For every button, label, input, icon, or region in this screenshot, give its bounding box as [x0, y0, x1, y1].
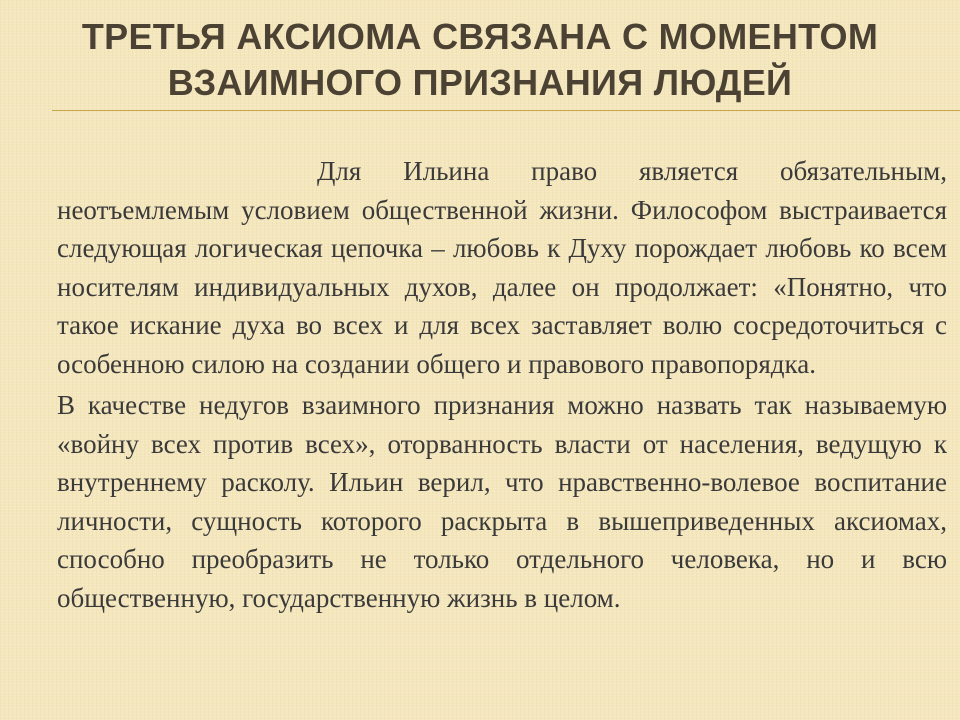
body-paragraph-1: Для Ильина право является обязательным, неотъемлемым условием общественной жизни. Философом выстраивается следующая логическая цепочка – любовь к Духу порождает любовь ко всем носителям индивидуальных духов, далее он продолжает: «Понятно, что такое искание духа во всех и для всех заставляет волю сосредоточиться с особенною силою на создании общего и правового правопорядка.: [57, 156, 947, 379]
body-paragraph-2: В качестве недугов взаимного признания можно назвать так называемую «войну всех против всех», оторванность власти от населения, ведущую к внутреннему расколу. Ильин верил, что нравственно-волевое воспитание личности, сущность которого раскрыта в вышеприведенных аксиомах, способно преобразить не только отдельного человека, но и всю общественную, государственную жизнь в целом.: [57, 390, 947, 613]
slide-title: ТРЕТЬЯ АКСИОМА СВЯЗАНА С МОМЕНТОМ ВЗАИМНОГО ПРИЗНАНИЯ ЛЮДЕЙ: [81, 16, 879, 103]
title-divider: [52, 110, 960, 111]
slide-body: [57, 152, 947, 620]
